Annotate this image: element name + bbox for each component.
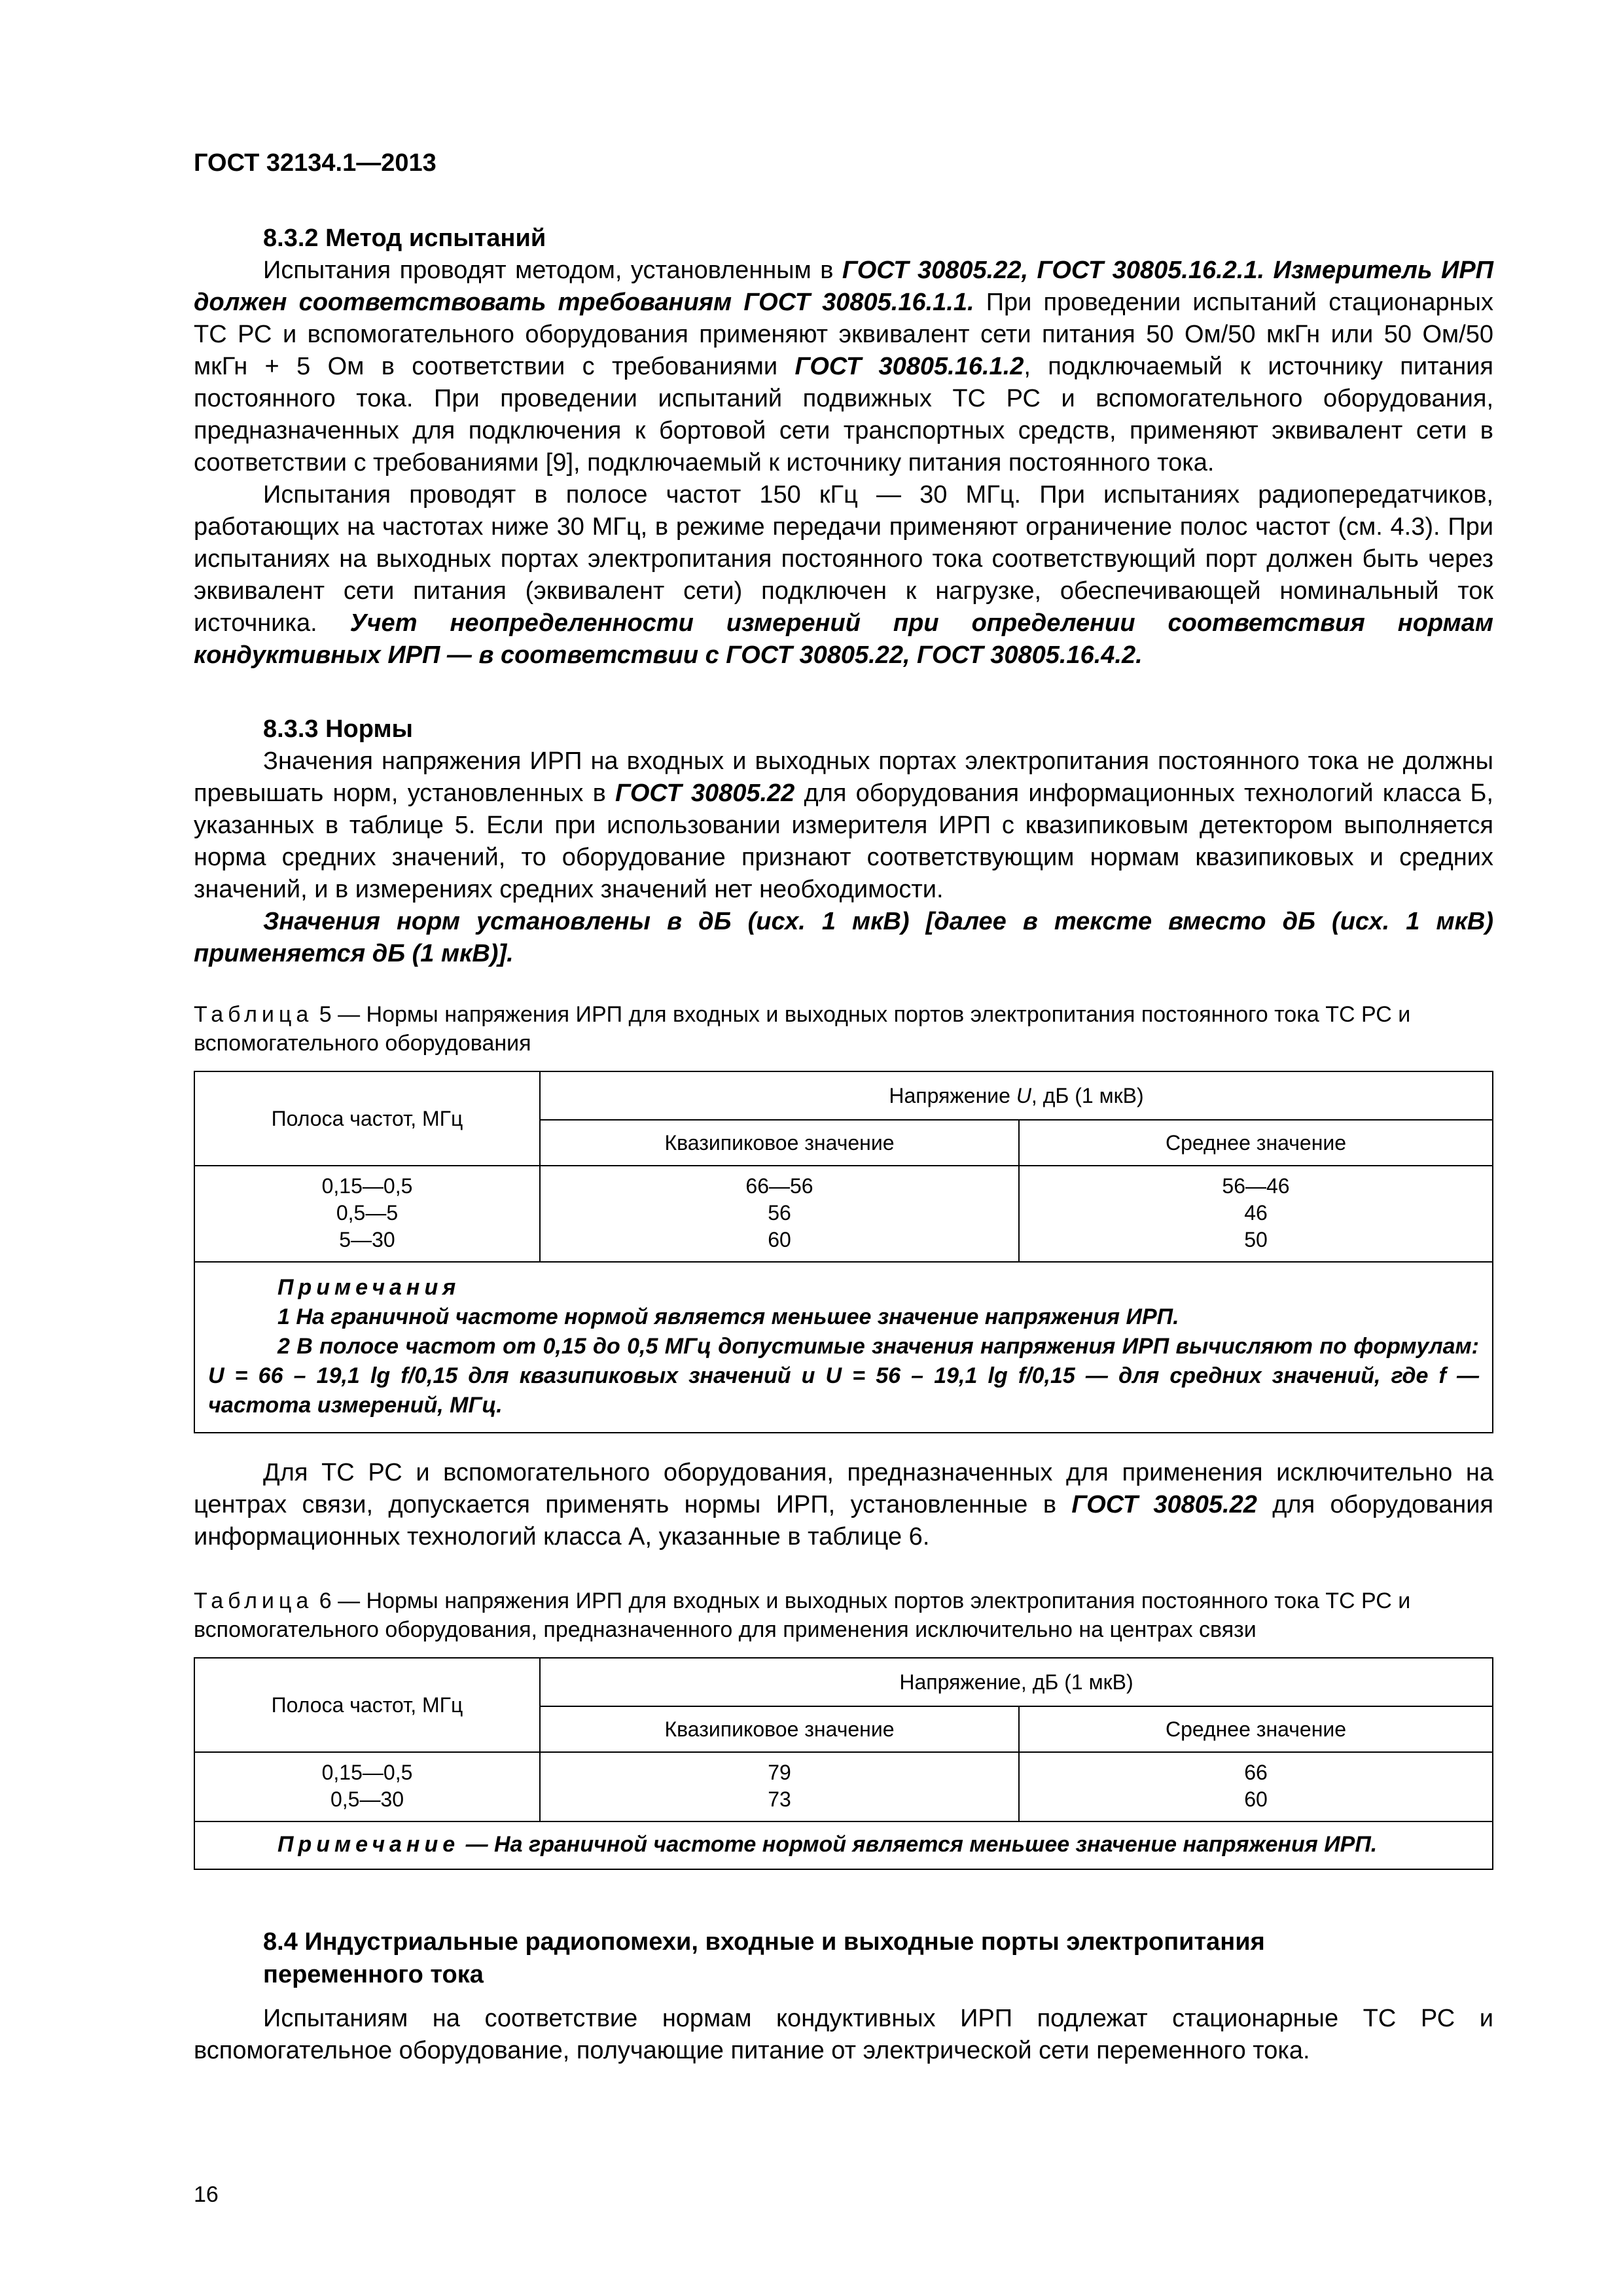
section-title: 8.4 Индустриальные радиопомехи, входные и выходные порты электропитания переменного тока — [263, 1928, 1265, 1988]
emphasized-text: Учет неопределенности измерений при определении соответствия нормам кондуктивных ИРП — в соответствии с ГОСТ 30805.22, ГОСТ 30805.16.4.2. — [194, 609, 1493, 669]
table-cell: 66—56 56 60 — [540, 1166, 1019, 1262]
text-run: При проведении испытаний стационарных ТС РС и вспомогательного оборудования применяют эквивалент сети питания 50 Ом/50 мкГн или 50 Ом/50 мкГн + 5 Ом в соответствии с требованиями — [194, 289, 1493, 380]
paragraph — [194, 479, 1493, 672]
column-header: Среднее значение — [1019, 1706, 1493, 1752]
section-8-4 — [194, 1926, 1493, 2067]
text-run: , подключаемый к источнику питания постоянного тока. При проведении испытаний подвижных ТС РС и вспомогательного оборудования, предназначенных для подключения к бортовой сети транспортных средств, применяют эквивалент сети в соответствии с требованиями [9], подключаемый к источнику питания постоянного тока. — [194, 353, 1493, 476]
note-1: 1 На граничной частоте нормой является меньшее значение напряжения ИРП. — [277, 1304, 1179, 1329]
text-run: для оборудования информационных технологий класса А, указанные в таблице 6. — [194, 1491, 1494, 1551]
column-header: Полоса частот, МГц — [194, 1658, 540, 1752]
note-2: 2 В полосе частот от 0,15 до 0,5 МГц допустимые значения напряжения ИРП вычисляют по формулам: U = 66 – 19,1 lg f/0,15 для квазипиковых значений и U = 56 – 19,1 lg f/0,15 — для средних значений, где f — частота измерений, МГц. — [208, 1334, 1479, 1418]
page-number: 16 — [194, 2182, 219, 2207]
table-cell: 0,15—0,5 0,5—30 — [194, 1752, 540, 1821]
caption-label: Таблица — [194, 1588, 313, 1613]
caption-text: 6 — Нормы напряжения ИРП для входных и выходных портов электропитания постоянного тока ТС РС и вспомогательного оборудования, предназначенного для применения исключительно на центрах связи — [194, 1588, 1411, 1642]
text-run: Для ТС РС и вспомогательного оборудования, предназначенных для применения исключительно на центрах связи, допускается применять нормы ИРП, установленные в — [194, 1459, 1493, 1518]
column-header: Квазипиковое значение — [540, 1706, 1019, 1752]
text-run: Испытания проводят методом, установленным в — [263, 257, 842, 284]
column-header: Полоса частот, МГц — [194, 1071, 540, 1166]
paragraph: Испытаниям на соответствие нормам кондуктивных ИРП подлежат стационарные ТС РС и вспомогательное оборудование, получающие питание от электрической сети переменного тока. — [194, 2005, 1493, 2064]
table-5 — [194, 1071, 1493, 1433]
paragraph — [194, 1457, 1493, 1553]
table-caption — [194, 1587, 1493, 1644]
table-cell: 56—46 46 50 — [1019, 1166, 1493, 1262]
emphasized-text: Значения норм установлены в дБ (исх. 1 мкВ) [далее в тексте вместо дБ (исх. 1 мкВ) применяется дБ (1 мкВ)]. — [194, 908, 1493, 967]
paragraph — [194, 906, 1493, 970]
emphasized-text: ГОСТ 30805.22 — [615, 780, 795, 807]
section-title: 8.3.2 Метод испытаний — [263, 224, 546, 252]
caption-label: Таблица — [194, 1002, 313, 1027]
note-text: — На граничной частоте нормой является меньшее значение напряжения ИРП. — [459, 1832, 1378, 1857]
paragraph — [194, 745, 1493, 906]
text-run: Испытания проводят в полосе частот 150 кГц — 30 МГц. При испытаниях радиопередатчиков, работающих на частотах ниже 30 МГц, в режиме передачи применяют ограничение полос частот (см. 4.3). При испытаниях на выходных портах электропитания постоянного тока соответствующий порт должен быть через эквивалент сети питания (эквивалент сети) подключен к нагрузке, обеспечивающей номинальный ток источника. — [194, 481, 1493, 637]
note-label: Примечание — [277, 1832, 460, 1857]
column-header: Среднее значение — [1019, 1120, 1493, 1166]
column-group-header: Напряжение, дБ (1 мкВ) — [540, 1658, 1493, 1706]
table-5-block — [194, 1000, 1493, 1433]
emphasized-text: ГОСТ 30805.16.1.2 — [794, 353, 1024, 380]
table-6-block — [194, 1587, 1493, 1870]
paragraph-block — [194, 1457, 1493, 1553]
text-run: для оборудования информационных технологий класса Б, указанных в таблице 5. Если при использовании измерителя ИРП с квазипиковым детектором выполняется норма средних значений, то оборудование признают соответствующим нормам квазипиковых и средних значений, и в измерениях средних значений нет необходимости. — [194, 780, 1493, 903]
section-8-3-3 — [194, 713, 1493, 970]
paragraph — [194, 255, 1493, 479]
table-cell: 0,15—0,5 0,5—5 5—30 — [194, 1166, 540, 1262]
table-note — [194, 1821, 1493, 1869]
table-6 — [194, 1657, 1493, 1870]
table-notes — [194, 1262, 1493, 1433]
section-8-3-2 — [194, 223, 1493, 672]
table-cell: 79 73 — [540, 1752, 1019, 1821]
notes-title: Примечания — [277, 1275, 461, 1300]
table-caption — [194, 1000, 1493, 1058]
section-title: 8.3.3 Нормы — [263, 715, 414, 743]
column-group-header: Напряжение U, дБ (1 мкВ) — [540, 1071, 1493, 1120]
emphasized-text: ГОСТ 30805.22, ГОСТ 30805.16.2.1. Измеритель ИРП должен соответствовать требованиям ГОСТ 30805.16.1.1. — [194, 257, 1494, 316]
column-header: Квазипиковое значение — [540, 1120, 1019, 1166]
document-header: ГОСТ 32134.1—2013 — [194, 149, 437, 177]
text-run: Значения напряжения ИРП на входных и выходных портах электропитания постоянного тока не должны превышать норм, установленных в — [194, 747, 1493, 807]
emphasized-text: ГОСТ 30805.22 — [1071, 1491, 1257, 1518]
table-cell: 66 60 — [1019, 1752, 1493, 1821]
caption-text: 5 — Нормы напряжения ИРП для входных и выходных портов электропитания постоянного тока ТС РС и вспомогательного оборудования — [194, 1002, 1411, 1056]
